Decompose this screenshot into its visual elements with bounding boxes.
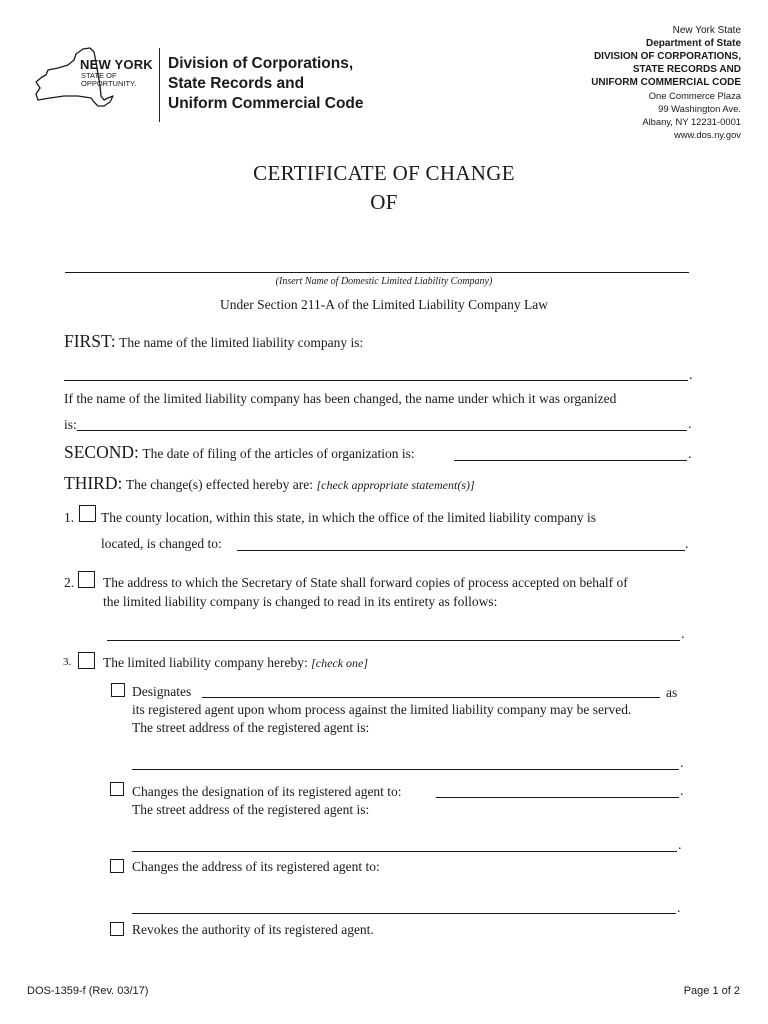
designates-checkbox[interactable] — [111, 683, 125, 697]
agency-address-line2: 99 Washington Ave. — [658, 103, 741, 114]
first-label: FIRST: — [64, 331, 116, 351]
agency-address-block — [591, 24, 741, 141]
under-section-text: Under Section 211-A of the Limited Liability Company Law — [220, 297, 548, 312]
new-registered-agent-field[interactable] — [436, 797, 679, 798]
third-paragraph — [64, 475, 475, 494]
item1-checkbox[interactable] — [79, 505, 96, 522]
item3-note: [check one] — [311, 656, 369, 670]
item2-checkbox[interactable] — [78, 571, 95, 588]
second-text: The date of filing of the articles of organization is: — [142, 446, 415, 461]
logo-divider — [159, 48, 160, 122]
period: . — [678, 838, 682, 853]
third-note: [check appropriate statement(s)] — [316, 478, 475, 492]
item2-number: 2. — [64, 575, 75, 590]
revokes-label: Revokes the authority of its registered agent. — [132, 922, 374, 937]
changes-designation-text-line2: The street address of the registered agent is: — [132, 802, 370, 817]
company-name-caption: (Insert Name of Domestic Limited Liability Company) — [275, 276, 493, 287]
changes-designation-checkbox[interactable] — [110, 782, 124, 796]
page-number: Page 1 of 2 — [683, 985, 740, 997]
document-title: CERTIFICATE OF CHANGE — [253, 161, 515, 185]
agency-state: New York State — [672, 25, 741, 36]
registered-agent-name-field[interactable] — [202, 697, 660, 698]
revokes-checkbox[interactable] — [110, 922, 124, 936]
second-label: SECOND: — [64, 442, 139, 462]
agency-website: www.dos.ny.gov — [673, 129, 741, 140]
organized-name-field[interactable] — [77, 430, 687, 431]
period: . — [680, 784, 684, 799]
period: . — [685, 537, 689, 552]
agency-division-line3: UNIFORM COMMERCIAL CODE — [591, 77, 741, 88]
third-text: The change(s) effected hereby are: — [125, 477, 313, 492]
llc-name-field[interactable] — [64, 380, 688, 381]
division-name-line2: State Records and — [168, 75, 305, 92]
agency-address-line3: Albany, NY 12231-0001 — [642, 116, 741, 127]
document-title-of: OF — [370, 190, 398, 214]
third-label: THIRD: — [64, 473, 123, 493]
period: . — [677, 901, 681, 916]
organized-name-label: is: — [64, 417, 77, 432]
new-agent-address-field[interactable] — [132, 851, 677, 852]
second-paragraph — [64, 444, 415, 463]
item1-text-line2: located, is changed to: — [101, 536, 222, 551]
period: . — [689, 368, 693, 383]
item3-label: The limited liability company hereby: — [103, 655, 308, 670]
first-text: The name of the limited liability company is: — [119, 335, 364, 350]
opportunity-text: OPPORTUNITY. — [81, 79, 137, 88]
period: . — [688, 417, 692, 432]
agency-logo — [28, 46, 373, 126]
item3-number: 3. — [63, 656, 72, 668]
new-york-wordmark: NEW YORK — [80, 57, 153, 72]
process-address-field[interactable] — [107, 640, 680, 641]
agent-new-address-field[interactable] — [132, 913, 676, 914]
county-location-field[interactable] — [237, 550, 685, 551]
filing-date-field[interactable] — [454, 460, 687, 461]
designates-label: Designates — [132, 684, 192, 699]
item2-text-line2: the limited liability company is changed to read in its entirety as follows: — [103, 594, 498, 609]
item1-number: 1. — [64, 510, 75, 525]
agency-division-line2: STATE RECORDS AND — [632, 64, 741, 75]
designates-as: as — [666, 685, 678, 700]
name-changed-text: If the name of the limited liability company has been changed, the name under which it was organized — [64, 391, 617, 406]
item3-text — [103, 654, 368, 672]
registered-agent-address-field[interactable] — [132, 769, 679, 770]
first-paragraph — [64, 333, 363, 352]
changes-address-label: Changes the address of its registered agent to: — [132, 859, 380, 874]
designates-text-line2: its registered agent upon whom process against the limited liability company may be served. — [132, 702, 632, 717]
period: . — [688, 447, 692, 462]
agency-department: Department of State — [645, 38, 741, 49]
item3-checkbox[interactable] — [78, 652, 95, 669]
designates-text-line3: The street address of the registered agent is: — [132, 720, 370, 735]
form-id: DOS-1359-f (Rev. 03/17) — [27, 985, 149, 997]
period: . — [680, 756, 684, 771]
agency-address-line1: One Commerce Plaza — [648, 90, 741, 101]
changes-address-checkbox[interactable] — [110, 859, 124, 873]
item2-text-line1: The address to which the Secretary of State shall forward copies of process accepted on behalf of — [103, 575, 628, 590]
item1-text-line1: The county location, within this state, in which the office of the limited liability company is — [101, 510, 597, 525]
state-of-text: STATE OF — [81, 71, 117, 80]
agency-division-line1: DIVISION OF CORPORATIONS, — [593, 51, 741, 62]
division-name-line3: Uniform Commercial Code — [168, 95, 364, 112]
division-name-line1: Division of Corporations, — [168, 55, 354, 72]
changes-designation-label: Changes the designation of its registered agent to: — [132, 784, 402, 799]
period: . — [681, 627, 685, 642]
